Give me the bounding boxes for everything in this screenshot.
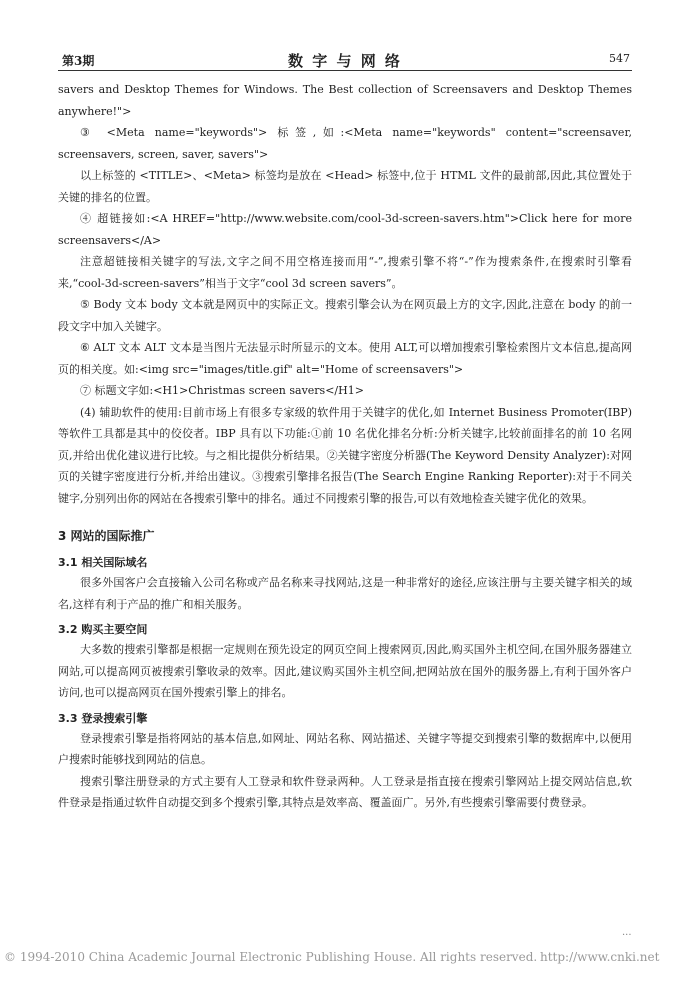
journal-title: 数 字 与 网 络 <box>288 52 402 70</box>
body-paragraph: 很多外国客户会直接输入公司名称或产品名称来寻找网站,这是一种非常好的途径,应该注册与主要关键字相关的域名,这样有利于产品的推广和相关服务。 <box>58 576 632 611</box>
page-number: 547 <box>609 52 630 65</box>
body-paragraph: ⑥ ALT 文本 ALT 文本是当图片无法显示时所显示的文本。使用 ALT,可以增加搜索引擎检索图片文本信息,提高网页的相关度。如:<img src="images/title.gif" alt="Home of screensavers"> <box>58 341 632 376</box>
body-paragraph: ④ 超链接如:<A HREF="http://www.website.com/cool-3d-screen-savers.htm">Click here for more screensavers</A> <box>58 212 632 247</box>
page-header <box>58 44 632 71</box>
body-paragraph: 大多数的搜索引擎都是根据一定规则在预先设定的网页空间上搜索网页,因此,购买国外主机空间,在国外服务器建立网站,可以提高网页被搜索引擎收录的效率。因此,建议购买国外主机空间,把网站放在国外的服务器上,有利于国外客户访问,也可以提高网页在国外搜索引擎上的排名。 <box>58 643 632 699</box>
footer-url: http://www.cnki.net <box>540 950 660 964</box>
body-paragraph: ⑤ Body 文本 body 文本就是网页中的实际正文。搜索引擎会认为在网页最上方的文字,因此,注意在 body 的前一段文字中加入关键字。 <box>58 298 632 333</box>
body-paragraph: 搜索引擎注册登录的方式主要有人工登录和软件登录两种。人工登录是指直接在搜索引擎网站上提交网站信息,软件登录是指通过软件自动提交到多个搜索引擎,其特点是效率高、覆盖面广。另外,有些搜索引擎需要付费登录。 <box>58 774 632 809</box>
issue-number: 第3期 <box>62 54 95 68</box>
copyright-text: © 1994-2010 China Academic Journal Electronic Publishing House. All rights reserved. <box>4 950 538 964</box>
subsection-heading: 3.2 购买主要空间 <box>58 623 148 636</box>
body-paragraph: savers and Desktop Themes for Windows. The Best collection of Screensavers and Desktop Themes anywhere!"> <box>58 83 632 118</box>
section-heading: 3 网站的国际推广 <box>58 529 155 543</box>
body-paragraph: ③ <Meta name="keywords"> 标签,如:<Meta name="keywords" content="screensaver, screensavers, screen, saver, savers"> <box>58 126 632 161</box>
body-paragraph: 登录搜索引擎是指将网站的基本信息,如网址、网站名称、网站描述、关键字等提交到搜索引擎的数据库中,以便用户搜索时能够找到网站的信息。 <box>58 731 632 766</box>
journal-page <box>58 44 632 814</box>
subsection-heading: 3.3 登录搜索引擎 <box>58 711 148 725</box>
body-paragraph: ⑦ 标题文字如:<H1>Christmas screen savers</H1> <box>80 384 364 397</box>
subsection-heading: 3.1 相关国际域名 <box>58 556 148 569</box>
body-paragraph: 注意超链接相关键字的写法,文字之间不用空格连接而用“-”,搜索引擎不将“-”作为搜索条件,在搜索时引擎看来,“cool-3d-screen-savers”相当于文字“cool 3d screen savers”。 <box>58 255 632 290</box>
body-paragraph: (4) 辅助软件的使用:目前市场上有很多专家级的软件用于关键字的优化,如 Internet Business Promoter(IBP)等软件工具都是其中的佼佼者。IBP 具有以下功能:①前 10 名优化排名分析:分析关键字,比较前面排名的前 10 名网页,并给出优化建议进行比较。与之相比提供分析结果。②关键字密度分析器(The Keyword Density Analyzer):对网页的关键字密度进行分析,并给出建议。③搜索引擎排名报告(The Search Engine Ranking Reporter):对于不同关键字,分别列出你的网站在各搜索引擎中的排名。通过不同搜索引擎的报告,可以有效地检查关键字优化的效果。 <box>58 405 632 505</box>
body-paragraph: 以上标签的 <TITLE>、<Meta> 标签均是放在 <Head> 标签中,位于 HTML 文件的最前部,因此,其位置处于关键的排名的位置。 <box>58 169 632 204</box>
page-end-marker: ··· <box>622 930 632 941</box>
